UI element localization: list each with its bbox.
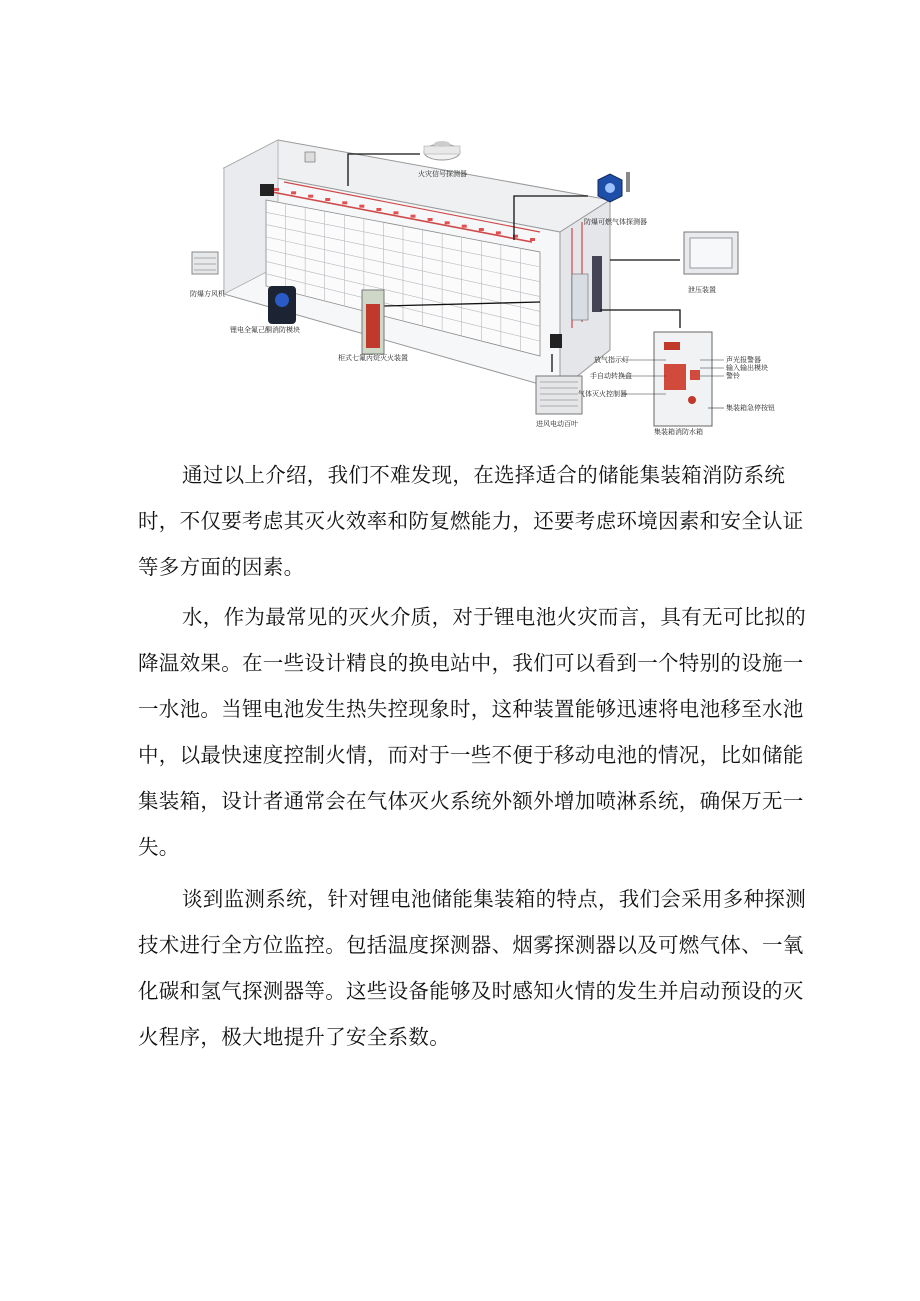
container-outline bbox=[224, 140, 610, 390]
fan-unit bbox=[260, 184, 274, 196]
label-release-light: 放气指示灯 bbox=[594, 356, 629, 364]
gas-detector-icon bbox=[598, 172, 630, 202]
diagram-svg bbox=[180, 128, 800, 440]
control-panel-icon bbox=[654, 332, 712, 426]
label-io-module: 输入输出模块 bbox=[726, 364, 768, 372]
label-fire-detector: 火灾信号探测器 bbox=[418, 170, 467, 178]
cabinet-extinguisher-icon bbox=[362, 290, 384, 354]
pressure-relief-icon bbox=[684, 232, 738, 274]
fire-detector-icon bbox=[424, 141, 460, 160]
label-pressure-relief: 泄压装置 bbox=[688, 286, 716, 294]
container-fire-system-diagram bbox=[180, 128, 800, 440]
paragraph-2: 水，作为最常见的灭火介质，对于锂电池火灾而言，具有无可比拟的降温效果。在一些设计精良的换电站中，我们可以看到一个特别的设施一一水池。当锂电池发生热失控现象时，这种装置能够迅速将电池移至水池中，以最快速度控制火情，而对于一些不便于移动电池的情况，比如储能集装箱，设计者通常会在气体灭火系统外额外增加喷淋系统，确保万无一失。 bbox=[138, 605, 806, 859]
module-icon bbox=[268, 286, 296, 324]
label-vent-shutter: 进风电动百叶 bbox=[536, 420, 578, 428]
label-gas-controller: 气体灭火控制器 bbox=[578, 390, 627, 398]
label-sound-light-alarm: 声光报警器 bbox=[726, 356, 761, 364]
label-auto-manual-switch: 手自动转换盒 bbox=[590, 372, 632, 380]
vent-shutter-icon bbox=[536, 376, 582, 414]
label-bell: 警铃 bbox=[726, 372, 740, 380]
label-fire-box: 集装箱消防水箱 bbox=[654, 428, 703, 436]
label-emergency-stop: 集装箱急停按钮 bbox=[726, 404, 775, 412]
paragraph-1: 通过以上介绍，我们不难发现，在选择适合的储能集装箱消防系统时，不仅要考虑其灭火效率和防复燃能力，还要考虑环境因素和安全认证等多方面的因素。 bbox=[138, 463, 804, 579]
label-fan: 防爆方风机 bbox=[190, 290, 225, 298]
label-cabinet-extinguisher: 柜式七氟丙烷灭火装置 bbox=[338, 354, 408, 362]
label-gas-detector: 防爆可燃气体探测器 bbox=[584, 218, 647, 226]
label-module: 锂电全氟己酮消防模块 bbox=[230, 326, 300, 334]
paragraph-3: 谈到监测系统，针对锂电池储能集装箱的特点，我们会采用多种探测技术进行全方位监控。包括温度探测器、烟雾探测器以及可燃气体、一氧化碳和氢气探测器等。这些设备能够及时感知火情的发生并启动预设的灭火程序，极大地提升了安全系数。 bbox=[138, 887, 806, 1049]
fan-icon bbox=[192, 252, 218, 274]
